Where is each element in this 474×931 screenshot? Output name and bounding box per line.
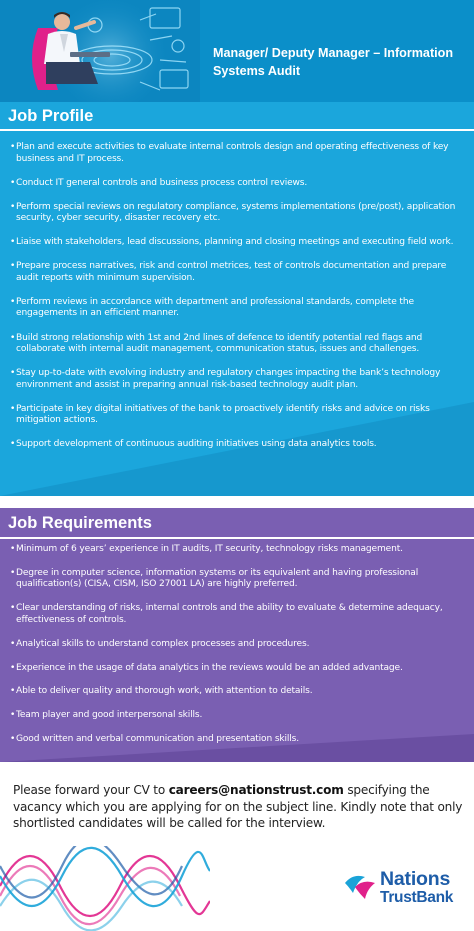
careers-email-link[interactable]: careers@nationstrust.com [168,783,344,797]
job-requirements-heading: Job Requirements [8,514,152,532]
list-item: • Liaise with stakeholders, lead discussions, planning and closing meetings and executing field work. [10,237,462,249]
job-title [213,44,468,80]
instructions-text-start: Please forward your CV to [13,783,169,797]
list-item: • Experience in the usage of data analytics in the reviews would be an added advantage. [10,663,462,675]
section-gap [0,496,474,508]
decorative-waves [0,846,210,931]
job-profile-heading: Job Profile [8,107,94,125]
list-item: • Clear understanding of risks, internal controls and the ability to evaluate & determine adequacy, effectiveness of controls. [10,603,462,626]
hero-banner [0,0,474,102]
list-item: • Team player and good interpersonal skills. [10,710,462,722]
list-item: • Minimum of 6 years’ experience in IT audits, IT security, technology risks management. [10,544,462,556]
job-profile-list [10,142,462,463]
list-item: • Degree in computer science, information systems or its equivalent and having professional qualification(s) (CISA, CISM, ISO 27001 LA) are highly preferred. [10,568,462,591]
list-item: • Support development of continuous auditing initiatives using data analytics tools. [10,439,462,451]
logo-text-nations: Nations [380,868,451,890]
logo-text-trustbank: TrustBank [380,889,454,906]
nations-trust-bank-logo [343,868,468,918]
list-item: • Able to deliver quality and thorough work, with attention to details. [10,686,462,698]
list-item: • Perform special reviews on regulatory compliance, systems implementations (pre/post), application security, cyber security, disaster recovery etc. [10,202,462,225]
job-title-line1: Manager/ Deputy Manager – Information [213,46,454,60]
job-requirements-list [10,544,462,758]
list-item: • Prepare process narratives, risk and control metrices, test of controls documentation and prepare audit reports with minimum supervision. [10,261,462,284]
job-profile-section [0,102,474,496]
list-item: • Participate in key digital initiatives of the bank to proactively identify risks and advice on risks mitigation actions. [10,404,462,427]
list-item: • Conduct IT general controls and business process control reviews. [10,178,462,190]
instructions-text-end: specifying the vacancy which you are applying for on the subject line. Kindly note that only shortlisted candidates will be called for the interview. [13,783,463,830]
list-item: • Analytical skills to understand complex processes and procedures. [10,639,462,651]
job-requirements-section [0,508,474,762]
job-title-line2: Systems Audit [213,64,301,78]
list-item: • Build strong relationship with 1st and 2nd lines of defence to identify potential red flags and collaborate with internal audit management, communication status, issues and challenges. [10,333,462,356]
job-requirements-divider [0,537,474,539]
list-item: • Plan and execute activities to evaluate internal controls design and operating effectiveness of key business and IT process. [10,142,462,165]
job-profile-divider [0,129,474,131]
application-instructions [13,782,465,832]
list-item: • Good written and verbal communication and presentation skills. [10,734,462,746]
list-item: • Perform reviews in accordance with department and professional standards, complete the engagements in an efficient manner. [10,297,462,320]
bank-logo-icon [343,871,377,901]
hero-illustration [0,0,200,102]
list-item: • Stay up-to-date with evolving industry and regulatory changes impacting the bank’s technology environment and assist in preparing annual risk-based technology audit plan. [10,368,462,391]
